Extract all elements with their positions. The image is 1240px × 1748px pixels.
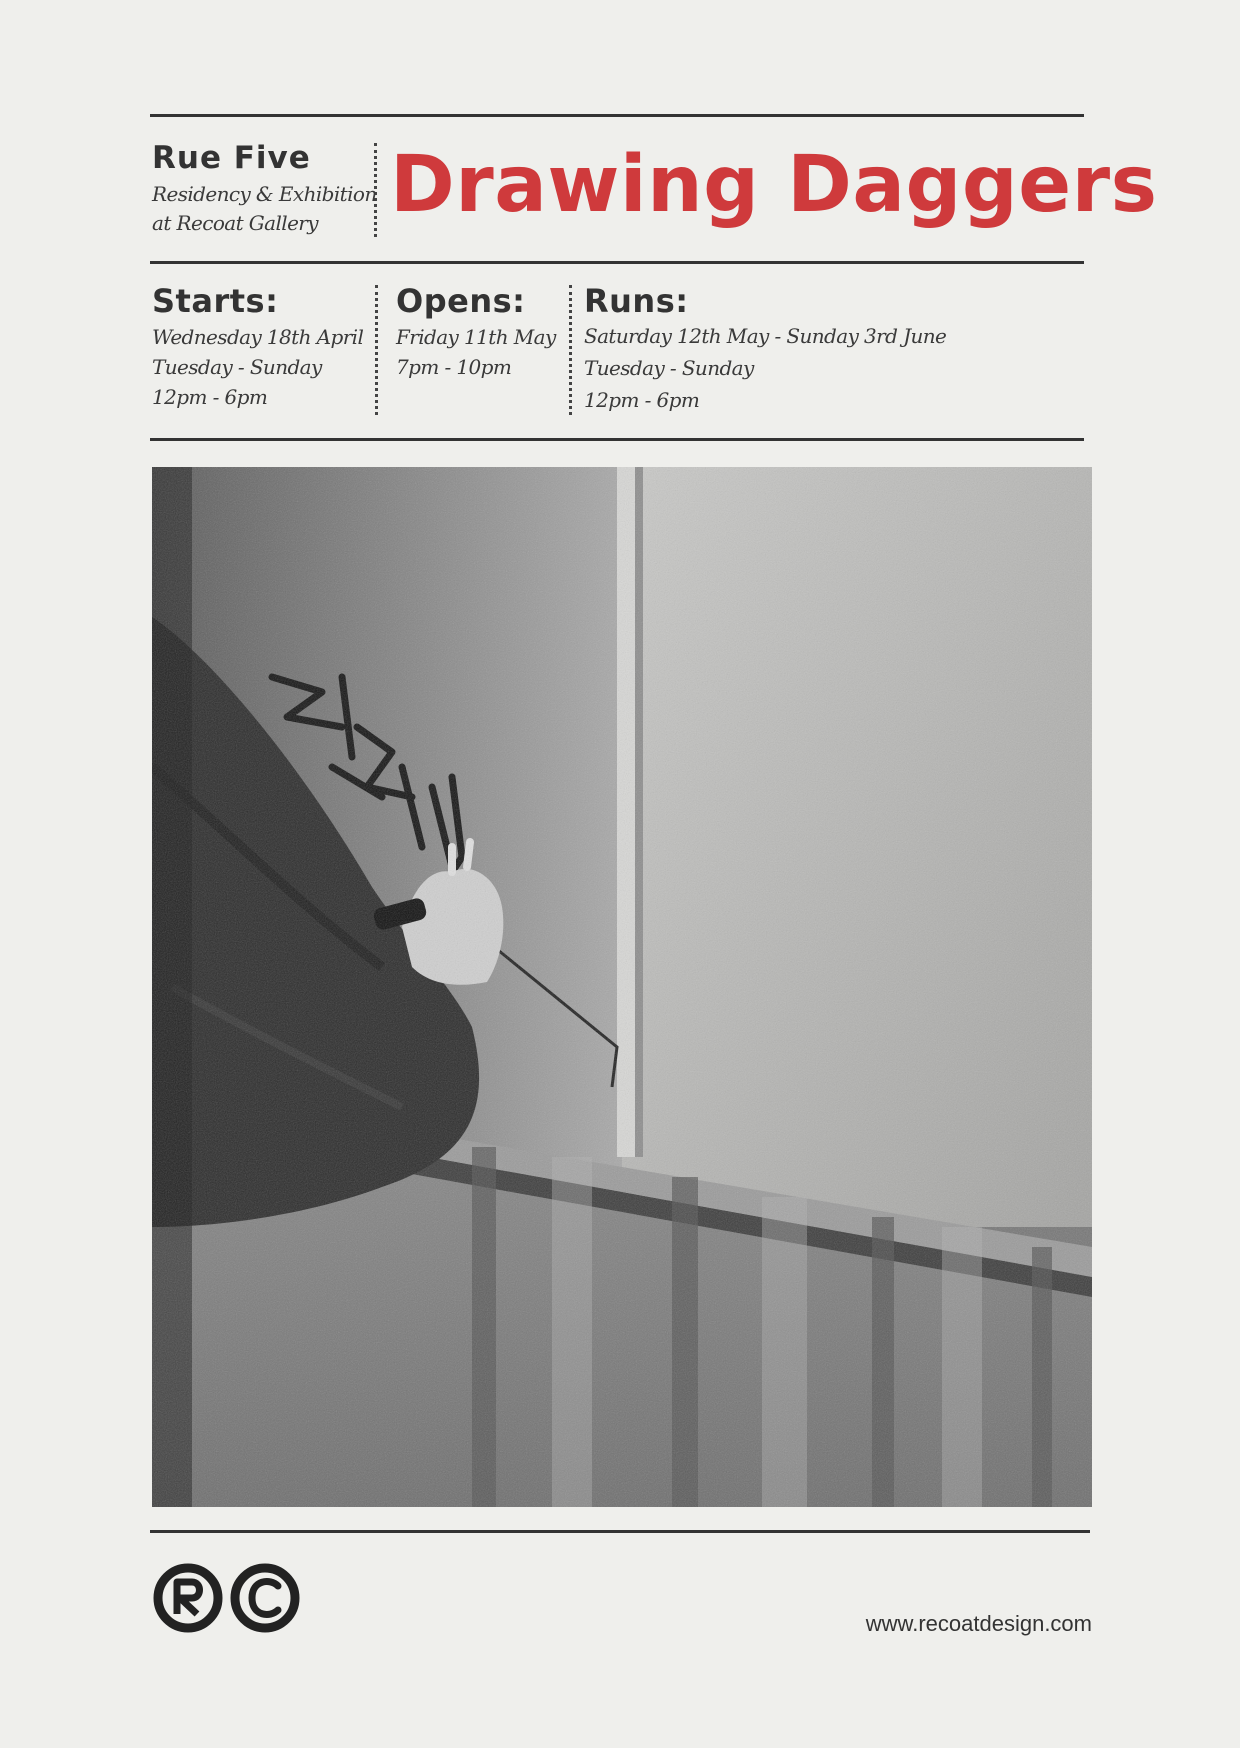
starts-details (152, 322, 363, 412)
opens-details (396, 322, 556, 382)
subtitle-line-2: at Recoat Gallery (152, 211, 318, 235)
runs-days: Tuesday - Sunday (584, 356, 754, 380)
subtitle-line-1: Residency & Exhibition (152, 182, 377, 206)
schedule-divider-2 (569, 285, 572, 415)
event-subtitle (152, 180, 377, 238)
starts-date: Wednesday 18th April (152, 325, 364, 349)
recoat-logo-icon (152, 1562, 302, 1634)
schedule-divider-1 (375, 285, 378, 415)
website-link[interactable]: www.recoatdesign.com (865, 1611, 1092, 1636)
graffiti-photo-illustration (152, 467, 1092, 1507)
top-rule (150, 114, 1084, 117)
runs-hours: 12pm - 6pm (584, 388, 700, 412)
graffiti-photo (152, 467, 1092, 1507)
runs-details (584, 320, 946, 416)
starts-hours: 12pm - 6pm (152, 385, 268, 409)
opens-label: Opens: (396, 282, 526, 320)
opens-hours: 7pm - 10pm (396, 355, 512, 379)
registered-copyright-logo (152, 1562, 302, 1634)
starts-label: Starts: (152, 282, 279, 320)
exhibition-title: Drawing Daggers (390, 140, 1158, 230)
runs-dates: Saturday 12th May - Sunday 3rd June (584, 324, 947, 348)
header-bottom-rule (150, 261, 1084, 264)
opens-date: Friday 11th May (396, 325, 556, 349)
starts-days: Tuesday - Sunday (152, 355, 322, 379)
artist-name: Rue Five (152, 140, 311, 176)
schedule-bottom-rule (150, 438, 1084, 441)
footer-rule (150, 1530, 1090, 1533)
runs-label: Runs: (584, 282, 689, 320)
